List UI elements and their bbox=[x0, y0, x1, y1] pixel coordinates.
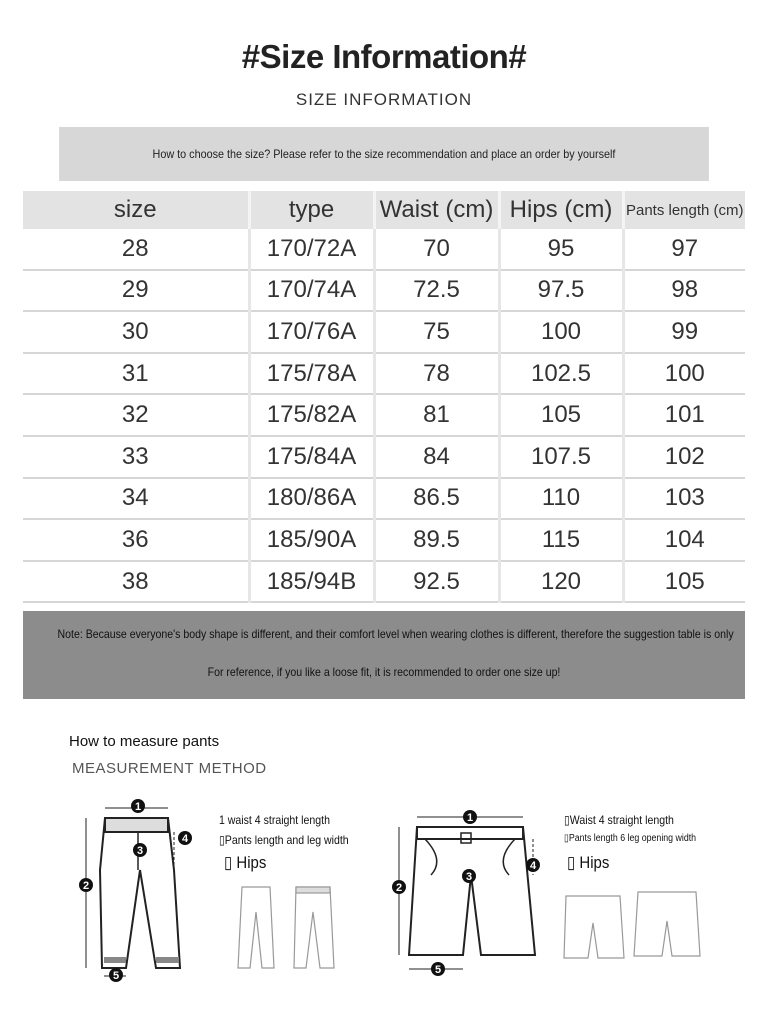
marker-label: 4 bbox=[529, 860, 537, 872]
cell-hips: 107.5 bbox=[499, 436, 623, 478]
cell-type: 175/84A bbox=[249, 436, 374, 478]
cell-hips: 95 bbox=[499, 229, 623, 270]
measure-title: How to measure pants bbox=[69, 733, 220, 750]
table-row bbox=[23, 353, 745, 395]
table-row bbox=[23, 311, 745, 353]
cell-type: 170/72A bbox=[249, 229, 374, 270]
cell-length: 100 bbox=[623, 353, 745, 395]
cell-length: 105 bbox=[623, 561, 745, 603]
shorts-thumbnails bbox=[562, 888, 707, 963]
marker-label: 3 bbox=[465, 871, 473, 883]
cell-hips: 97.5 bbox=[499, 270, 623, 312]
cell-size: 29 bbox=[23, 270, 249, 312]
table-row bbox=[23, 519, 745, 561]
note-text-secondary: For reference, if you like a loose fit, it is recommended to order one size up! bbox=[207, 665, 561, 679]
legend-right-line3: ▯ Hips bbox=[567, 853, 610, 872]
cell-length: 104 bbox=[623, 519, 745, 561]
cell-type: 185/90A bbox=[249, 519, 374, 561]
header-size: size bbox=[23, 191, 249, 229]
cell-hips: 115 bbox=[499, 519, 623, 561]
marker-label: 1 bbox=[466, 812, 474, 824]
cell-length: 98 bbox=[623, 270, 745, 312]
cell-length: 103 bbox=[623, 478, 745, 520]
table-row bbox=[23, 561, 745, 603]
legend-left-line3: ▯ Hips bbox=[224, 853, 267, 872]
cell-length: 97 bbox=[623, 229, 745, 270]
cell-size: 38 bbox=[23, 561, 249, 603]
marker-label: 5 bbox=[434, 964, 442, 976]
cell-waist: 86.5 bbox=[374, 478, 499, 520]
cell-type: 185/94B bbox=[249, 561, 374, 603]
cell-length: 99 bbox=[623, 311, 745, 353]
howto-banner: How to choose the size? Please refer to the size recommendation and place an order by yourself bbox=[59, 127, 709, 181]
cell-waist: 70 bbox=[374, 229, 499, 270]
marker-label: 1 bbox=[134, 801, 142, 813]
long-pants-thumbnails bbox=[236, 882, 356, 972]
marker-label: 5 bbox=[112, 970, 120, 982]
header-type: type bbox=[249, 191, 374, 229]
long-pants-diagram bbox=[70, 790, 200, 990]
cell-size: 33 bbox=[23, 436, 249, 478]
cell-hips: 100 bbox=[499, 311, 623, 353]
legend-left-line2: ▯Pants length and leg width bbox=[219, 833, 349, 847]
page-title: #Size Information# bbox=[241, 38, 527, 75]
cell-length: 101 bbox=[623, 394, 745, 436]
cell-waist: 72.5 bbox=[374, 270, 499, 312]
note-text: Note: Because everyone's body shape is different, and their comfort level when wearing clothes is different, therefore the suggestion table is only bbox=[57, 627, 734, 641]
cell-type: 175/82A bbox=[249, 394, 374, 436]
marker-label: 2 bbox=[82, 880, 90, 892]
page-subtitle: SIZE INFORMATION bbox=[295, 90, 473, 109]
cell-size: 34 bbox=[23, 478, 249, 520]
cell-size: 28 bbox=[23, 229, 249, 270]
cell-waist: 92.5 bbox=[374, 561, 499, 603]
table-row bbox=[23, 478, 745, 520]
cell-waist: 78 bbox=[374, 353, 499, 395]
cell-waist: 81 bbox=[374, 394, 499, 436]
cell-hips: 120 bbox=[499, 561, 623, 603]
measure-subtitle: MEASUREMENT METHOD bbox=[72, 760, 267, 777]
table-header-row bbox=[23, 191, 745, 229]
cell-hips: 110 bbox=[499, 478, 623, 520]
cell-size: 31 bbox=[23, 353, 249, 395]
header-hips: Hips (cm) bbox=[499, 191, 623, 229]
cell-type: 170/76A bbox=[249, 311, 374, 353]
header-pants-length: Pants length (cm) bbox=[623, 191, 745, 229]
cell-waist: 84 bbox=[374, 436, 499, 478]
table-row bbox=[23, 270, 745, 312]
cell-type: 180/86A bbox=[249, 478, 374, 520]
table-row bbox=[23, 436, 745, 478]
size-table bbox=[23, 191, 745, 603]
cell-size: 32 bbox=[23, 394, 249, 436]
cell-type: 175/78A bbox=[249, 353, 374, 395]
legend-right-line2: ▯Pants length 6 leg opening width bbox=[564, 833, 697, 844]
table-row bbox=[23, 229, 745, 270]
cell-hips: 105 bbox=[499, 394, 623, 436]
header-waist: Waist (cm) bbox=[374, 191, 499, 229]
legend-left-line1: 1 waist 4 straight length bbox=[219, 813, 330, 827]
cell-length: 102 bbox=[623, 436, 745, 478]
cell-size: 30 bbox=[23, 311, 249, 353]
cell-type: 170/74A bbox=[249, 270, 374, 312]
cell-hips: 102.5 bbox=[499, 353, 623, 395]
marker-label: 4 bbox=[181, 833, 189, 845]
note-banner bbox=[23, 611, 745, 699]
marker-label: 2 bbox=[395, 882, 403, 894]
cell-waist: 89.5 bbox=[374, 519, 499, 561]
marker-label: 3 bbox=[136, 845, 144, 857]
cell-size: 36 bbox=[23, 519, 249, 561]
legend-right-line1: ▯Waist 4 straight length bbox=[564, 813, 674, 827]
table-row bbox=[23, 394, 745, 436]
shorts-diagram bbox=[385, 805, 545, 980]
cell-waist: 75 bbox=[374, 311, 499, 353]
